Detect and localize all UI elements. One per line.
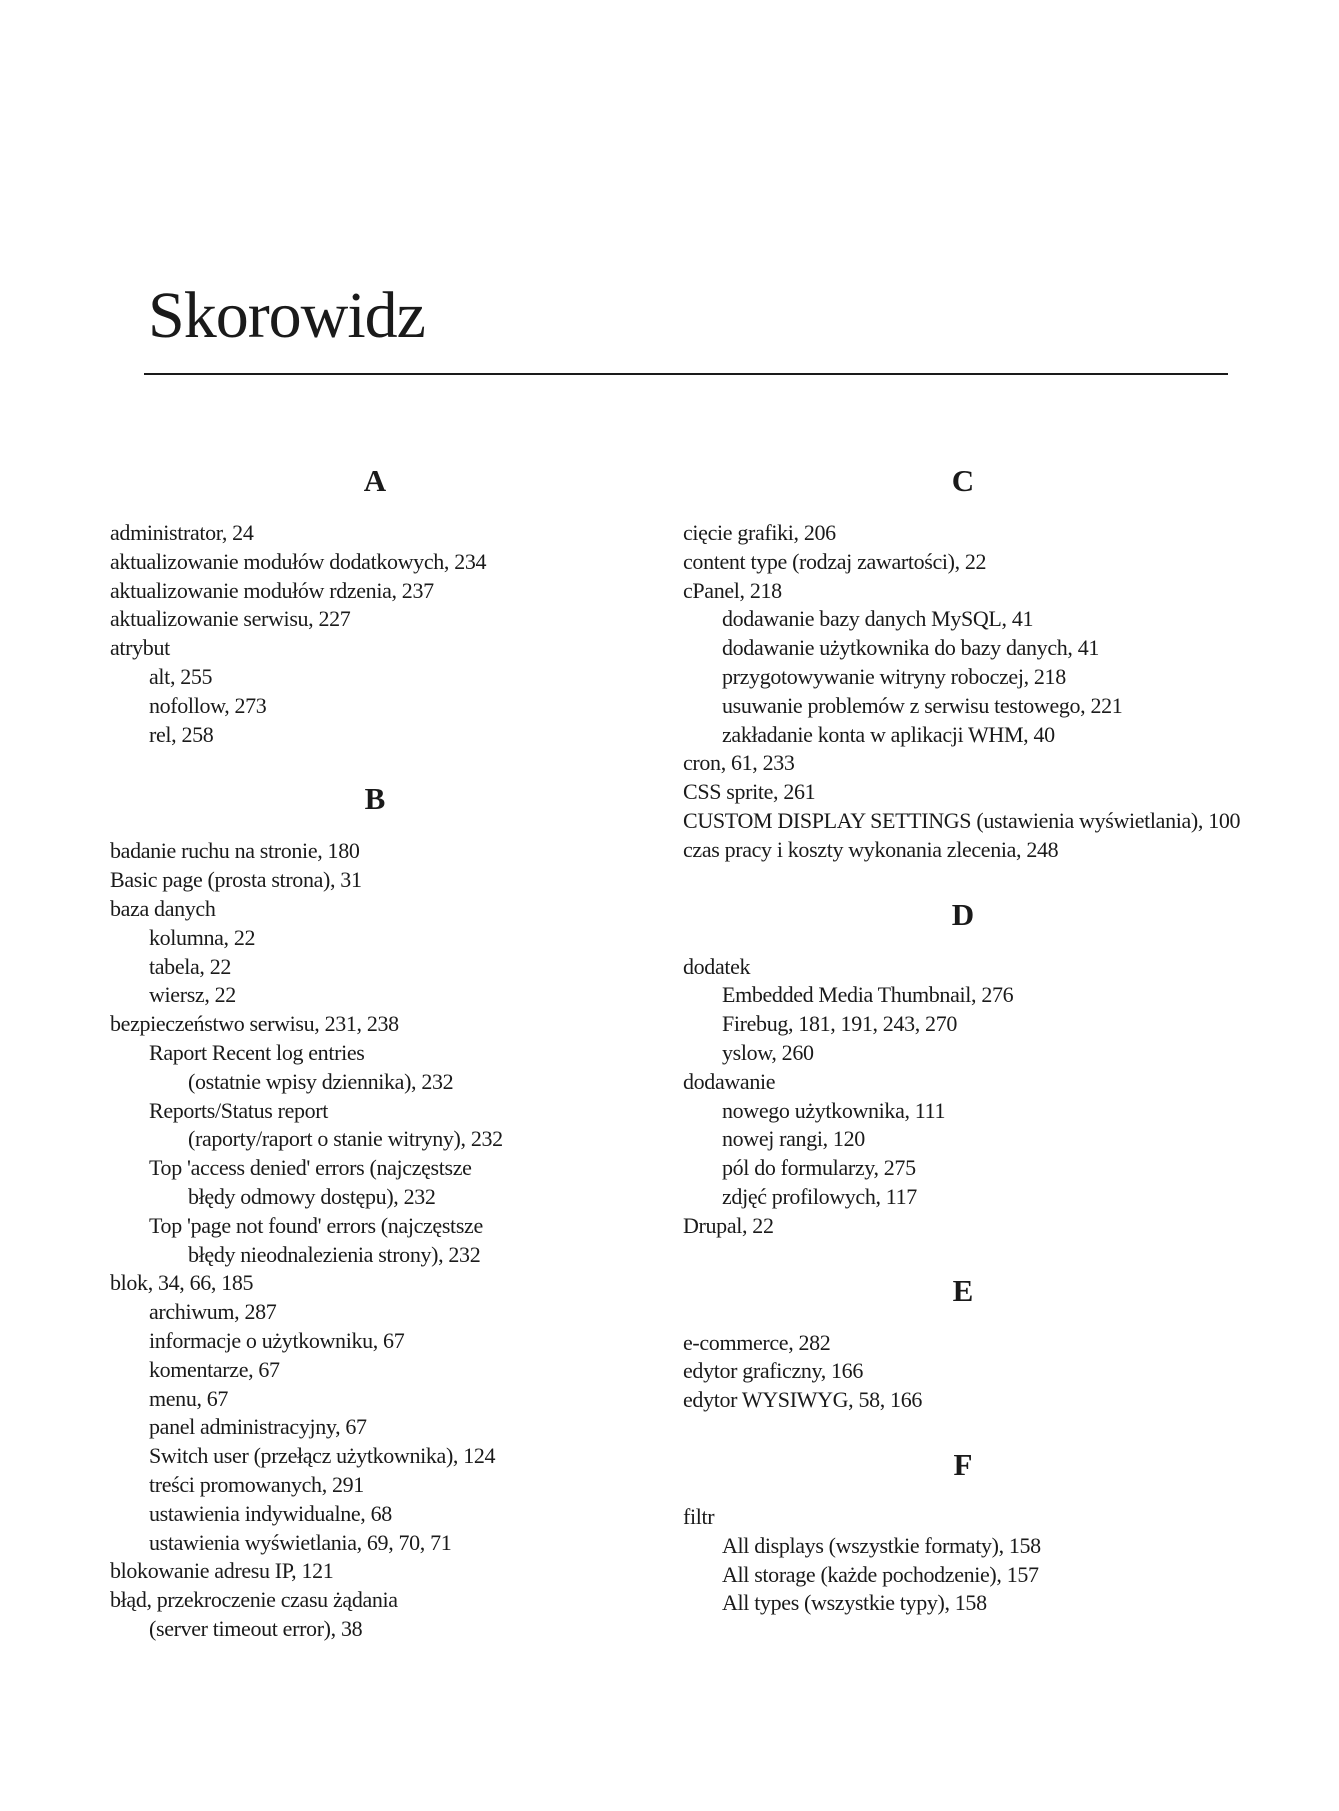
index-subentry: dodawanie bazy danych MySQL, 41 xyxy=(722,606,1034,632)
index-subentry: zdjęć profilowych, 117 xyxy=(722,1183,917,1209)
section-letter-heading: F xyxy=(953,1446,973,1482)
index-subentry: Top 'access denied' errors (najczęstsze xyxy=(149,1155,472,1181)
index-subentry: panel administracyjny, 67 xyxy=(149,1414,367,1440)
index-entry: aktualizowanie modułów rdzenia, 237 xyxy=(110,577,434,603)
index-entry: blokowanie adresu IP, 121 xyxy=(110,1558,334,1584)
index-subentry: Switch user (przełącz użytkownika), 124 xyxy=(149,1443,496,1469)
index-section-f xyxy=(683,1446,1243,1618)
index-subentry: All types (wszystkie typy), 158 xyxy=(722,1590,987,1616)
index-column-left xyxy=(110,462,670,1675)
index-entry: badanie ruchu na stronie, 180 xyxy=(110,838,360,864)
index-section-c xyxy=(683,462,1243,865)
index-subentry: nowej rangi, 120 xyxy=(722,1126,865,1152)
index-entry: filtr xyxy=(683,1503,715,1529)
index-entry: cPanel, 218 xyxy=(683,577,782,603)
index-subentry: alt, 255 xyxy=(149,663,213,689)
index-subentry: rel, 258 xyxy=(149,721,214,747)
index-subentry: informacje o użytkowniku, 67 xyxy=(149,1327,405,1353)
index-subentry: przygotowywanie witryny roboczej, 218 xyxy=(722,663,1066,689)
index-entry: Drupal, 22 xyxy=(683,1212,774,1238)
index-subentry: ustawienia wyświetlania, 69, 70, 71 xyxy=(149,1529,452,1555)
index-entry: cron, 61, 233 xyxy=(683,750,795,776)
index-subentry: kolumna, 22 xyxy=(149,924,256,950)
index-entry: baza danych xyxy=(110,895,216,921)
section-letter-heading: D xyxy=(951,896,975,932)
index-subentry: komentarze, 67 xyxy=(149,1356,280,1382)
index-subentry: usuwanie problemów z serwisu testowego, 221 xyxy=(722,692,1123,718)
index-entry: błąd, przekroczenie czasu żądania xyxy=(110,1587,398,1613)
index-subentry: nofollow, 273 xyxy=(149,692,267,718)
index-entry: edytor WYSIWYG, 58, 166 xyxy=(683,1387,923,1413)
index-subentry: tabela, 22 xyxy=(149,953,232,979)
index-subentry: Top 'page not found' errors (najczęstsze xyxy=(149,1212,483,1238)
index-entry: administrator, 24 xyxy=(110,520,254,545)
index-entry: edytor graficzny, 166 xyxy=(683,1358,863,1384)
index-entry: CSS sprite, 261 xyxy=(683,779,816,805)
index-entry: e-commerce, 282 xyxy=(683,1329,831,1355)
index-entry: CUSTOM DISPLAY SETTINGS (ustawienia wyświetlania), 100 xyxy=(683,807,1241,833)
index-subentry: Firebug, 181, 191, 243, 270 xyxy=(722,1011,957,1037)
index-subentry: All storage (każde pochodzenie), 157 xyxy=(722,1561,1039,1587)
index-subentry: pól do formularzy, 275 xyxy=(722,1155,916,1181)
index-subentry: wiersz, 22 xyxy=(149,982,236,1008)
page-title: Skorowidz xyxy=(148,279,425,352)
title-rule xyxy=(144,373,1228,375)
index-entry: blok, 34, 66, 185 xyxy=(110,1270,254,1296)
index-section-a xyxy=(110,462,670,749)
index-subentry: (server timeout error), 38 xyxy=(149,1615,363,1641)
index-subentry: błędy odmowy dostępu), 232 xyxy=(188,1183,436,1209)
index-subentry: archiwum, 287 xyxy=(149,1299,277,1325)
index-entry: atrybut xyxy=(110,635,170,661)
index-section-e xyxy=(683,1272,1243,1415)
index-subentry: (raporty/raport o stanie witryny), 232 xyxy=(188,1126,503,1152)
section-letter-heading: A xyxy=(363,463,387,498)
index-subentry: (ostatnie wpisy dziennika), 232 xyxy=(188,1068,454,1094)
index-section-d xyxy=(683,896,1243,1241)
index-section-b xyxy=(110,780,670,1643)
index-subentry: Reports/Status report xyxy=(149,1097,329,1123)
index-subentry: błędy nieodnalezienia strony), 232 xyxy=(188,1241,481,1267)
index-subentry: zakładanie konta w aplikacji WHM, 40 xyxy=(722,721,1055,747)
index-subentry: All displays (wszystkie formaty), 158 xyxy=(722,1532,1041,1558)
index-entry: dodawanie xyxy=(683,1068,776,1094)
index-entry: aktualizowanie serwisu, 227 xyxy=(110,606,351,632)
index-subentry: Embedded Media Thumbnail, 276 xyxy=(722,982,1014,1008)
index-subentry: Raport Recent log entries xyxy=(149,1039,365,1065)
index-subentry: treści promowanych, 291 xyxy=(149,1471,364,1497)
index-entry: content type (rodzaj zawartości), 22 xyxy=(683,548,987,574)
index-entry: czas pracy i koszty wykonania zlecenia, 248 xyxy=(683,836,1059,862)
index-entry: cięcie grafiki, 206 xyxy=(683,520,836,545)
index-subentry: nowego użytkownika, 111 xyxy=(722,1097,946,1123)
index-subentry: dodawanie użytkownika do bazy danych, 41 xyxy=(722,635,1099,661)
index-entry: aktualizowanie modułów dodatkowych, 234 xyxy=(110,548,487,574)
index-subentry: menu, 67 xyxy=(149,1385,229,1411)
index-column-right xyxy=(683,462,1243,1649)
index-subentry: ustawienia indywidualne, 68 xyxy=(149,1500,392,1526)
section-letter-heading: C xyxy=(951,463,975,498)
index-entry: bezpieczeństwo serwisu, 231, 238 xyxy=(110,1011,399,1037)
index-subentry: yslow, 260 xyxy=(722,1039,814,1065)
index-entry: Basic page (prosta strona), 31 xyxy=(110,867,362,893)
section-letter-heading: B xyxy=(364,781,386,817)
index-entry: dodatek xyxy=(683,953,751,979)
section-letter-heading: E xyxy=(952,1272,974,1308)
